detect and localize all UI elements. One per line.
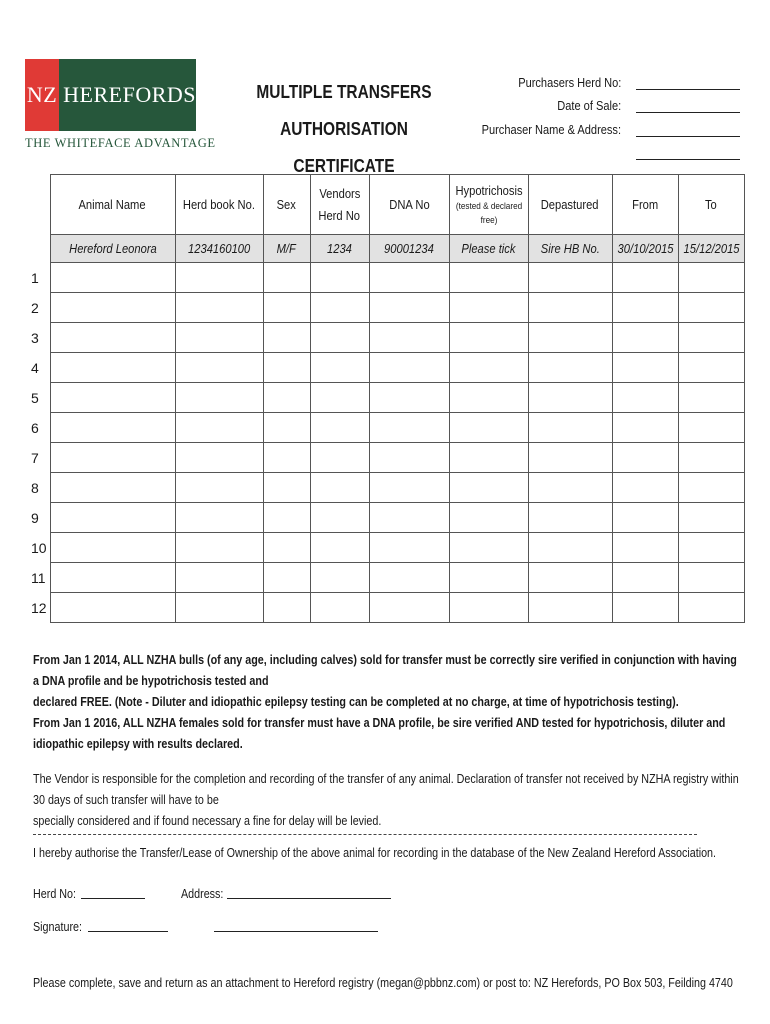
example-sex: M/F	[263, 235, 310, 263]
table-cell[interactable]	[678, 563, 744, 593]
notes-section	[33, 650, 745, 994]
row-number: 8	[31, 479, 39, 496]
table-cell[interactable]	[528, 533, 612, 563]
purchaser-name-address-label: Purchaser Name & Address:	[481, 121, 621, 137]
table-cell[interactable]	[369, 443, 449, 473]
bull-requirement-note-1: From Jan 1 2014, ALL NZHA bulls (of any age, including calves) sold for transfer must be correctly sire verified in conjunction with having a DNA profile and be hypotrichosis tested and	[33, 653, 737, 688]
female-requirement-note: From Jan 1 2016, ALL NZHA females sold for transfer must have a DNA profile, be sire verified AND tested for hypotrichosis, diluter and idiopathic epilepsy with results declared.	[33, 716, 726, 751]
date-of-sale-label: Date of Sale:	[557, 98, 621, 113]
header-herd-book-no: Herd book No.	[175, 175, 263, 235]
table-cell[interactable]	[175, 593, 263, 623]
example-row	[28, 235, 744, 263]
return-instructions: Please complete, save and return as an attachment to Hereford registry (megan@pbbnz.com) or post to: NZ Herefords, PO Box 503, Feilding 4740	[33, 976, 733, 990]
table-cell[interactable]	[263, 593, 310, 623]
example-depastured: Sire HB No.	[528, 235, 612, 263]
table-cell[interactable]	[175, 383, 263, 413]
table-cell[interactable]	[678, 383, 744, 413]
table-cell[interactable]	[678, 353, 744, 383]
table-cell[interactable]	[310, 503, 369, 533]
purchaser-block	[457, 66, 740, 160]
table-cell[interactable]	[263, 323, 310, 353]
vendor-responsibility-line-1: The Vendor is responsible for the completion and recording of the transfer of any animal. Declaration of transfer not received by NZHA registry within 30 days of such transfer will have to be	[33, 772, 739, 807]
row-number: 3	[31, 329, 39, 346]
table-cell[interactable]	[50, 413, 175, 443]
purchaser-herd-no-field[interactable]	[636, 74, 740, 90]
table-cell[interactable]	[50, 563, 175, 593]
table-cell[interactable]	[50, 473, 175, 503]
logo-left-text: NZ	[26, 82, 58, 107]
table-cell[interactable]	[175, 473, 263, 503]
row-number: 9	[31, 509, 39, 526]
table-cell[interactable]	[678, 443, 744, 473]
table-cell[interactable]	[369, 473, 449, 503]
purchaser-herd-no-label: Purchasers Herd No:	[517, 74, 621, 90]
table-cell[interactable]	[678, 593, 744, 623]
authorisation-statement: I hereby authorise the Transfer/Lease of Ownership of the above animal for recording in the database of the New Zealand Hereford Association.	[33, 846, 717, 860]
dotted-divider	[33, 834, 697, 835]
example-herd-book-no: 1234160100	[175, 235, 263, 263]
address-field-2[interactable]	[214, 917, 378, 932]
table-cell[interactable]	[175, 323, 263, 353]
table-cell[interactable]	[449, 563, 528, 593]
table-cell[interactable]	[369, 263, 449, 293]
row-number: 2	[31, 299, 39, 316]
example-vendors-herd-no: 1234	[310, 235, 369, 263]
table-row	[28, 503, 744, 533]
document-title	[244, 74, 444, 185]
table-cell[interactable]	[528, 383, 612, 413]
table-cell[interactable]	[612, 593, 678, 623]
table-cell[interactable]	[175, 293, 263, 323]
table-cell[interactable]	[310, 533, 369, 563]
header-from: From	[612, 175, 678, 235]
table-cell[interactable]	[310, 413, 369, 443]
table-cell[interactable]	[612, 323, 678, 353]
title-line-1: MULTIPLE TRANSFERS	[256, 82, 432, 102]
table-cell[interactable]	[310, 473, 369, 503]
table-cell[interactable]	[369, 413, 449, 443]
table-cell[interactable]	[263, 413, 310, 443]
table-cell[interactable]	[369, 563, 449, 593]
table-cell[interactable]	[612, 293, 678, 323]
table-cell[interactable]	[50, 293, 175, 323]
table-cell[interactable]	[678, 323, 744, 353]
row-number: 10	[31, 539, 47, 556]
table-cell[interactable]	[449, 503, 528, 533]
row-number: 11	[31, 569, 46, 586]
transfer-table	[28, 174, 745, 623]
purchaser-name-address-field[interactable]	[636, 121, 740, 137]
table-row	[28, 353, 744, 383]
table-cell[interactable]	[50, 353, 175, 383]
table-cell[interactable]	[449, 353, 528, 383]
table-cell[interactable]	[369, 323, 449, 353]
table-row	[28, 263, 744, 293]
table-cell[interactable]	[369, 533, 449, 563]
table-cell[interactable]	[369, 503, 449, 533]
table-cell[interactable]	[310, 383, 369, 413]
table-cell[interactable]	[678, 473, 744, 503]
table-cell[interactable]	[369, 383, 449, 413]
header-dna-no: DNA No	[369, 175, 449, 235]
table-cell[interactable]	[175, 563, 263, 593]
table-cell[interactable]	[50, 503, 175, 533]
bull-requirement-note-2: declared FREE. (Note - Diluter and idiopathic epilepsy testing can be completed at no charge, at time of hypotrichosis testing).	[33, 695, 679, 709]
table-cell[interactable]	[263, 503, 310, 533]
table-cell[interactable]	[50, 323, 175, 353]
title-line-2: AUTHORISATION CERTIFICATE	[280, 119, 408, 176]
row-number: 12	[31, 599, 47, 616]
row-number: 7	[31, 449, 39, 466]
row-number: 5	[31, 389, 39, 406]
table-cell[interactable]	[310, 593, 369, 623]
table-cell[interactable]	[263, 293, 310, 323]
table-cell[interactable]	[528, 503, 612, 533]
table-cell[interactable]	[310, 563, 369, 593]
table-cell[interactable]	[528, 563, 612, 593]
table-cell[interactable]	[369, 593, 449, 623]
table-cell[interactable]	[612, 383, 678, 413]
table-cell[interactable]	[310, 293, 369, 323]
table-row	[28, 563, 744, 593]
table-cell[interactable]	[175, 413, 263, 443]
table-cell[interactable]	[449, 593, 528, 623]
herd-no-field[interactable]	[81, 884, 145, 899]
table-cell[interactable]	[528, 443, 612, 473]
logo-green-panel	[59, 59, 196, 131]
table-cell[interactable]	[263, 533, 310, 563]
logo-right-text: HEREFORDS	[63, 82, 196, 107]
signature-label: Signature:	[33, 920, 83, 934]
table-row	[28, 323, 744, 353]
table-row	[28, 383, 744, 413]
table-cell[interactable]	[50, 443, 175, 473]
table-cell[interactable]	[449, 293, 528, 323]
table-cell[interactable]	[369, 293, 449, 323]
table-row	[28, 413, 744, 443]
table-cell[interactable]	[528, 473, 612, 503]
table-cell[interactable]	[612, 353, 678, 383]
table-cell[interactable]	[175, 503, 263, 533]
table-cell[interactable]	[175, 263, 263, 293]
table-row	[28, 443, 744, 473]
vendor-responsibility-line-2: specially considered and if found necessary a fine for delay will be levied.	[33, 814, 382, 828]
table-row	[28, 293, 744, 323]
row-number: 1	[31, 269, 39, 286]
entry-rows	[28, 263, 744, 623]
row-number: 6	[31, 419, 39, 436]
table-cell[interactable]	[310, 443, 369, 473]
signature-field[interactable]	[88, 917, 168, 932]
table-cell[interactable]	[263, 383, 310, 413]
table-cell[interactable]	[449, 323, 528, 353]
header-vendors-herd-no: Vendors Herd No	[310, 175, 369, 235]
table-cell[interactable]	[678, 503, 744, 533]
address-field[interactable]	[227, 884, 391, 899]
table-cell[interactable]	[612, 503, 678, 533]
table-cell[interactable]	[449, 533, 528, 563]
table-cell[interactable]	[528, 593, 612, 623]
table-cell[interactable]	[528, 293, 612, 323]
table-cell[interactable]	[175, 443, 263, 473]
table-cell[interactable]	[528, 413, 612, 443]
example-animal-name: Hereford Leonora	[50, 235, 175, 263]
example-hypotrichosis: Please tick	[449, 235, 528, 263]
table-row	[28, 473, 744, 503]
table-cell[interactable]	[528, 353, 612, 383]
table-cell[interactable]	[612, 443, 678, 473]
table-cell[interactable]	[50, 533, 175, 563]
table-row	[28, 533, 744, 563]
table-cell[interactable]	[263, 473, 310, 503]
header-sex: Sex	[263, 175, 310, 235]
table-cell[interactable]	[449, 383, 528, 413]
table-cell[interactable]	[449, 473, 528, 503]
table-cell[interactable]	[612, 413, 678, 443]
table-cell[interactable]	[50, 593, 175, 623]
table-cell[interactable]	[50, 263, 175, 293]
table-row	[28, 593, 744, 623]
example-dna-no: 90001234	[369, 235, 449, 263]
herd-no-label: Herd No:	[33, 887, 77, 901]
table-cell[interactable]	[175, 353, 263, 383]
table-cell[interactable]	[678, 263, 744, 293]
table-cell[interactable]	[528, 323, 612, 353]
header-row	[28, 175, 744, 235]
table-cell[interactable]	[612, 263, 678, 293]
table-cell[interactable]	[678, 413, 744, 443]
table-cell[interactable]	[369, 353, 449, 383]
table-cell[interactable]	[263, 563, 310, 593]
table-cell[interactable]	[263, 443, 310, 473]
nz-herefords-logo	[25, 59, 216, 151]
table-cell[interactable]	[310, 263, 369, 293]
logo-red-panel	[25, 59, 59, 131]
header-hypotrichosis: Hypotrichosis (tested & declared free)	[449, 175, 528, 235]
table-cell[interactable]	[310, 323, 369, 353]
table-cell[interactable]	[612, 563, 678, 593]
example-to: 15/12/2015	[678, 235, 744, 263]
row-number: 4	[31, 359, 39, 376]
table-cell[interactable]	[310, 353, 369, 383]
table-cell[interactable]	[263, 263, 310, 293]
header-to: To	[678, 175, 744, 235]
purchaser-address-field-2[interactable]	[636, 144, 740, 160]
header-animal-name: Animal Name	[50, 175, 175, 235]
table-cell[interactable]	[612, 533, 678, 563]
example-from: 30/10/2015	[612, 235, 678, 263]
table-cell[interactable]	[263, 353, 310, 383]
table-cell[interactable]	[175, 533, 263, 563]
table-cell[interactable]	[678, 293, 744, 323]
table-cell[interactable]	[449, 263, 528, 293]
header-depastured: Depastured	[528, 175, 612, 235]
table-cell[interactable]	[528, 263, 612, 293]
table-cell[interactable]	[449, 443, 528, 473]
address-label: Address:	[181, 887, 224, 901]
table-cell[interactable]	[678, 533, 744, 563]
date-of-sale-field[interactable]	[636, 97, 740, 113]
table-cell[interactable]	[449, 413, 528, 443]
table-cell[interactable]	[50, 383, 175, 413]
table-cell[interactable]	[612, 473, 678, 503]
logo-tagline: THE WHITEFACE ADVANTAGE	[25, 136, 216, 150]
